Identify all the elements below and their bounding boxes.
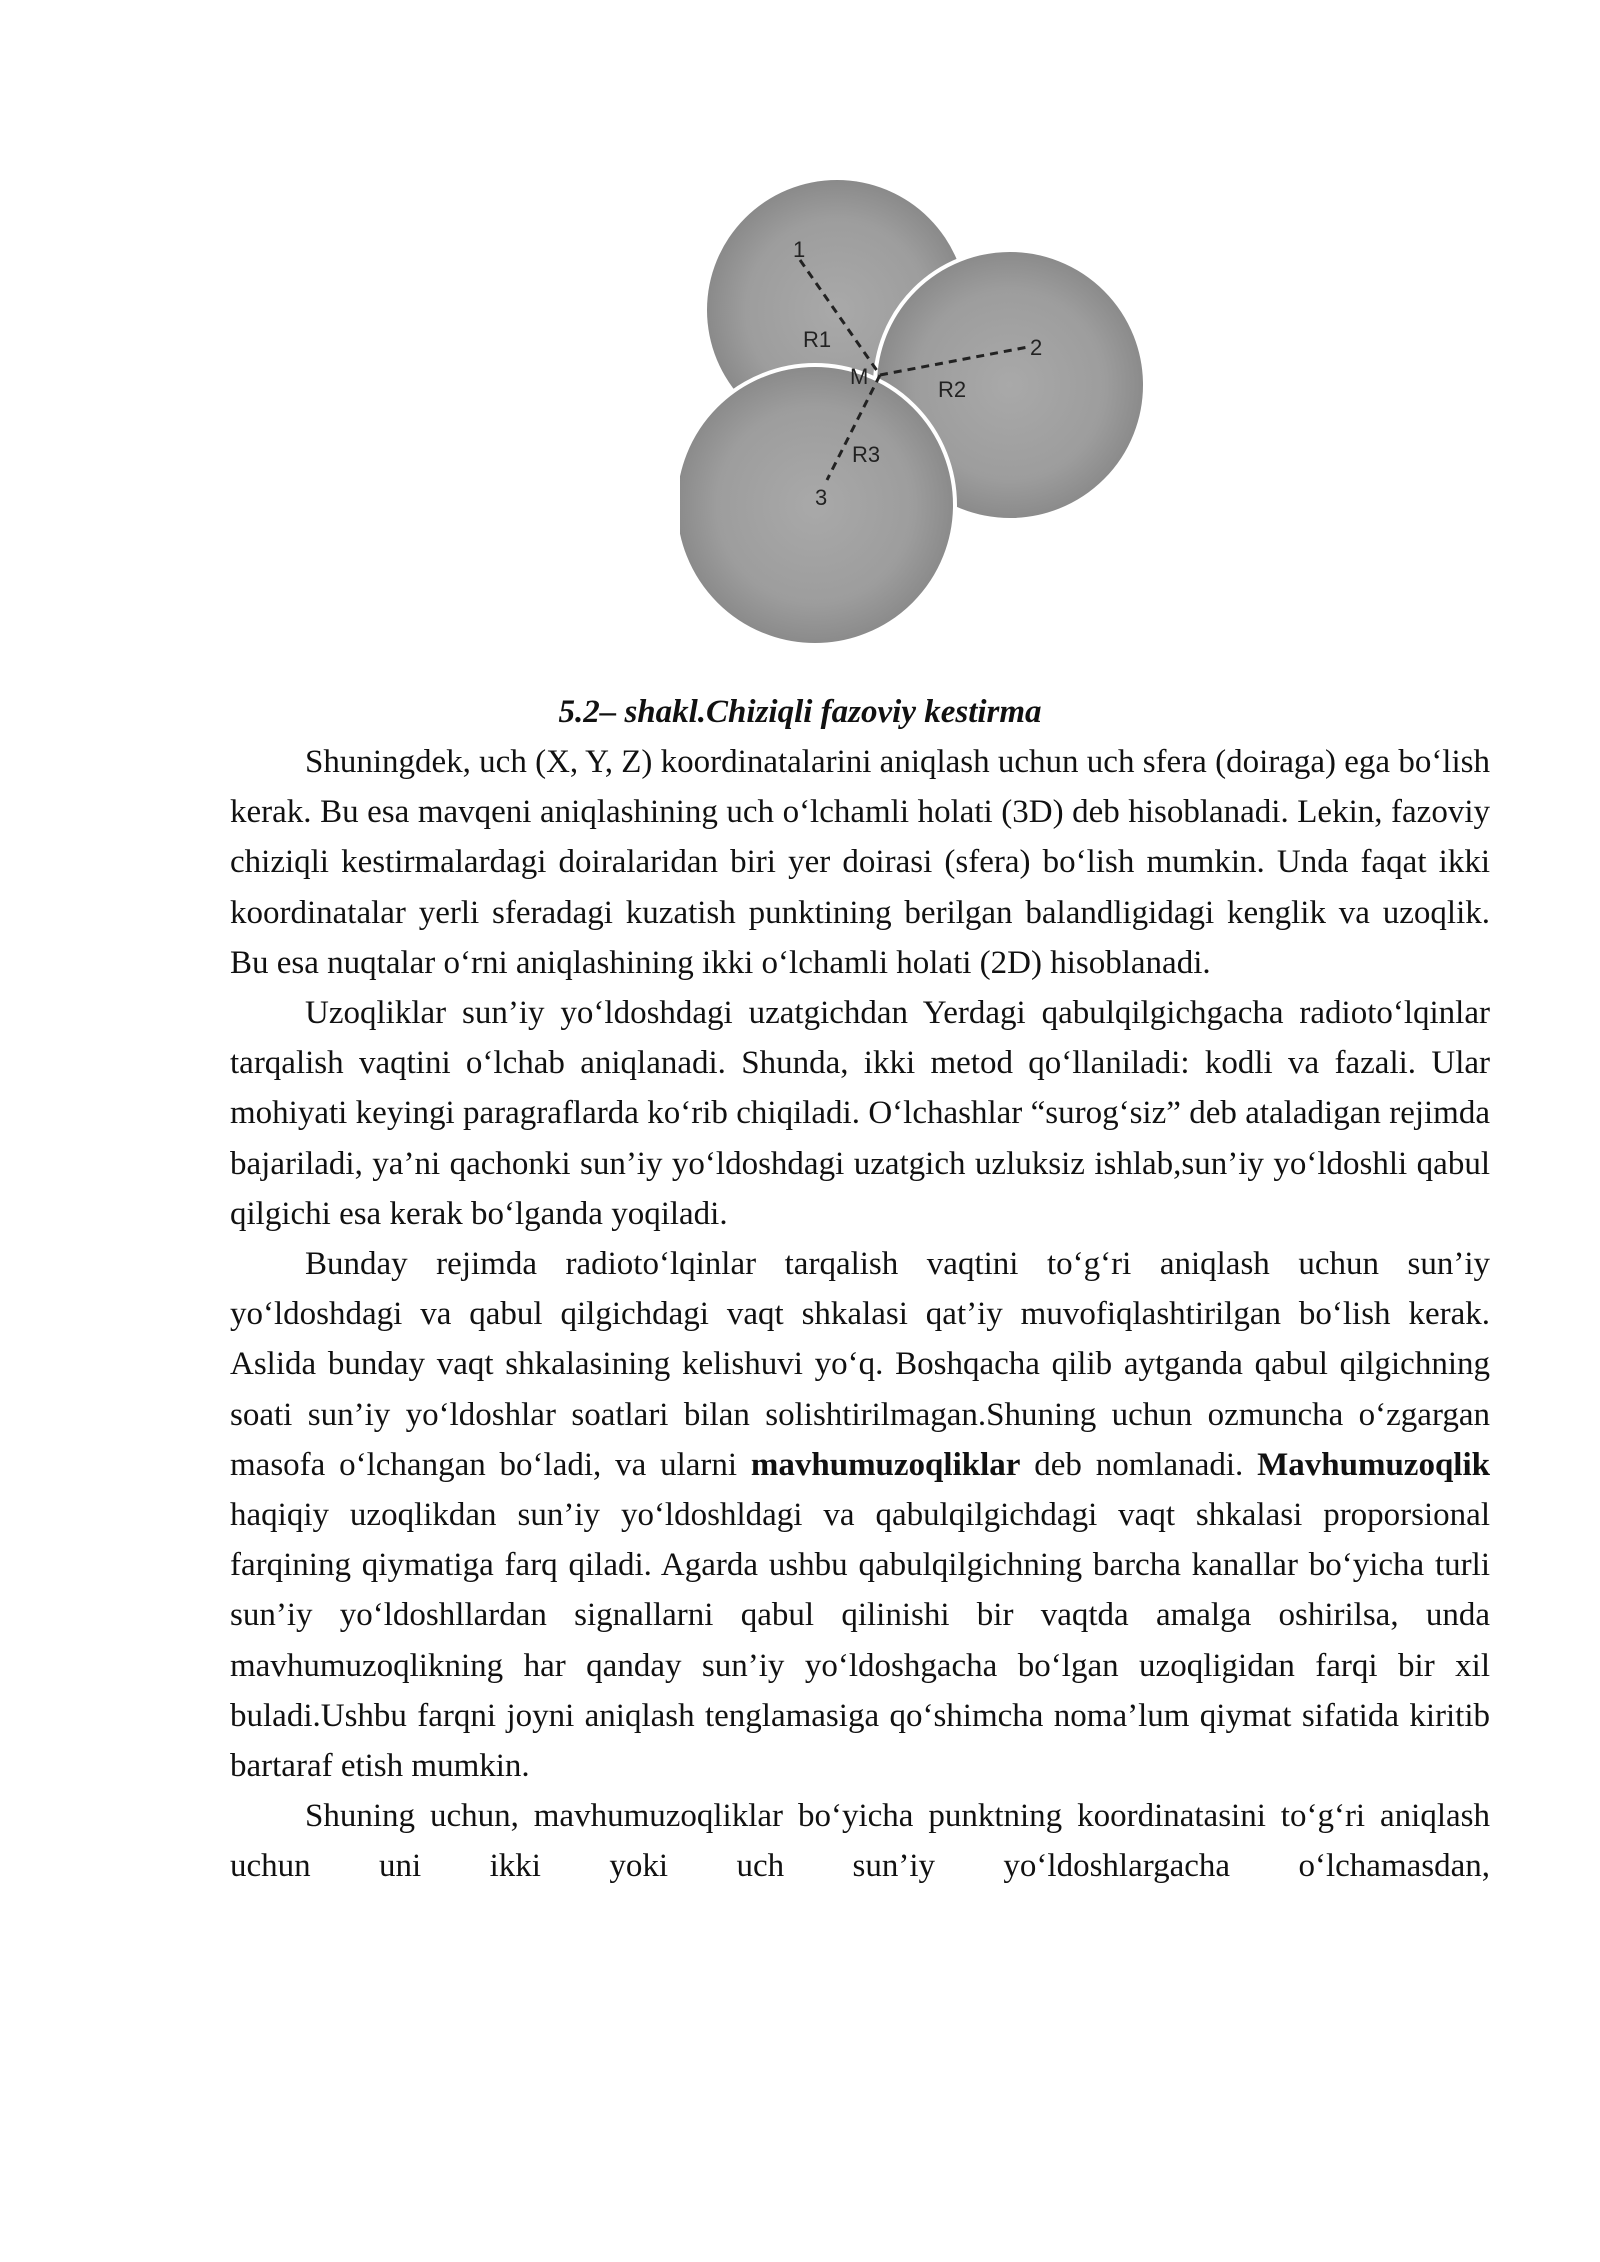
figure-caption: 5.2– shakl.Chiziqli fazoviy kestirma [558, 694, 1042, 730]
paragraph-3-text-c: deb nomlanadi. [1020, 1446, 1258, 1483]
point-1-label: 1 [793, 237, 806, 262]
body-text [230, 737, 1490, 1892]
paragraph-3-text-d: haqiqiy uzoqlikdan sun’iy yo‘ldoshldagi va qabulqilgichdagi vaqt shkalasi proporsional farqining qiymatiga farq qiladi. Agarda ushbu qabulqilgichning barcha kanallar bo‘yicha turli sun’iy yo‘ldoshllardan signallarni qabul qilinishi bir vaqtda amalga oshirilsa, unda mavhumuzoqlikning har qanday sun’iy yo‘ldoshgacha bo‘lgan uzoqligidan farqi bir xil buladi.Ushbu farqni joyni aniqlash tenglamasiga qo‘shimcha noma’lum qiymat sifatida kiritib bartaraf etish mumkin. [230, 1497, 1490, 1785]
spheres-figure [680, 175, 1180, 655]
paragraph-2: Uzoqliklar sun’iy yo‘ldoshdagi uzatgichdan Yerdagi qabulqilgichgacha radioto‘lqinlar tarqalish vaqtini o‘lchab aniqlanadi. Shunda, ikki metod qo‘llaniladi: kodli va fazali. Ular mohiyati keyingi paragraflarda ko‘rib chiqiladi. O‘lchashlar “surog‘siz” deb ataladigan rejimda bajariladi, ya’ni qachonki sun’iy yo‘ldoshdagi uzatgich uzluksiz ishlab,sun’iy yo‘ldoshli qabul qilgichi esa kerak bo‘lganda yoqiladi. [230, 995, 1490, 1232]
paragraph-4: Shuning uchun, mavhumuzoqliklar bo‘yicha punktning koordinatasini to‘g‘ri aniqlash uchun uni ikki yoki uch sun’iy yo‘ldoshlargacha o‘lchamasdan, [230, 1798, 1490, 1885]
term-mavhumuzoqlik: Mavhumuzoqlik [1257, 1446, 1490, 1483]
radius-r2-label: R2 [938, 377, 967, 402]
point-3-label: 3 [815, 485, 828, 510]
radius-r3-label: R3 [852, 442, 881, 467]
point-2-label: 2 [1030, 335, 1043, 360]
spheres-diagram [680, 175, 1180, 655]
paragraph-3-text-a: Bunday rejimda radioto‘lqinlar tarqalish vaqtini to‘g‘ri aniqlash uchun sun’iy yo‘ldoshdagi va qabul qilgichdagi vaqt shkalasi qat’iy muvofiqlashtirilgan bo‘lish kerak. Aslida bunday vaqt shkalasining kelishuvi yo‘q. Boshqacha qilib aytganda qabul qilgichning soati sun’iy yo‘ldoshlar soatlari bilan solishtirilmagan.Shuning uchun ozmuncha o‘zgargan masofa o‘lchangan bo‘ladi, va ularni [230, 1246, 1490, 1483]
paragraph-3 [230, 1239, 1490, 1791]
paragraph-1: Shuningdek, uch (X, Y, Z) koordinatalarini aniqlash uchun uch sfera (doiraga) ega bo‘lish kerak. Bu esa mavqeni aniqlashining uch o‘lchamli holati (3D) deb hisoblanadi. Lekin, fazoviy chiziqli kestirmalardagi doiralaridan biri yer doirasi (sfera) bo‘lish mumkin. Unda faqat ikki koordinatalar yerli sferadagi kuzatish punktining berilgan balandligidagi kenglik va uzoqlik. Bu esa nuqtalar o‘rni aniqlashining ikki o‘lchamli holati (2D) hisoblanadi. [230, 744, 1490, 981]
radius-r1-label: R1 [803, 327, 832, 352]
point-m-label: M [850, 364, 869, 389]
term-mavhumuzoqliklar: mavhumuzoqliklar [750, 1446, 1021, 1483]
